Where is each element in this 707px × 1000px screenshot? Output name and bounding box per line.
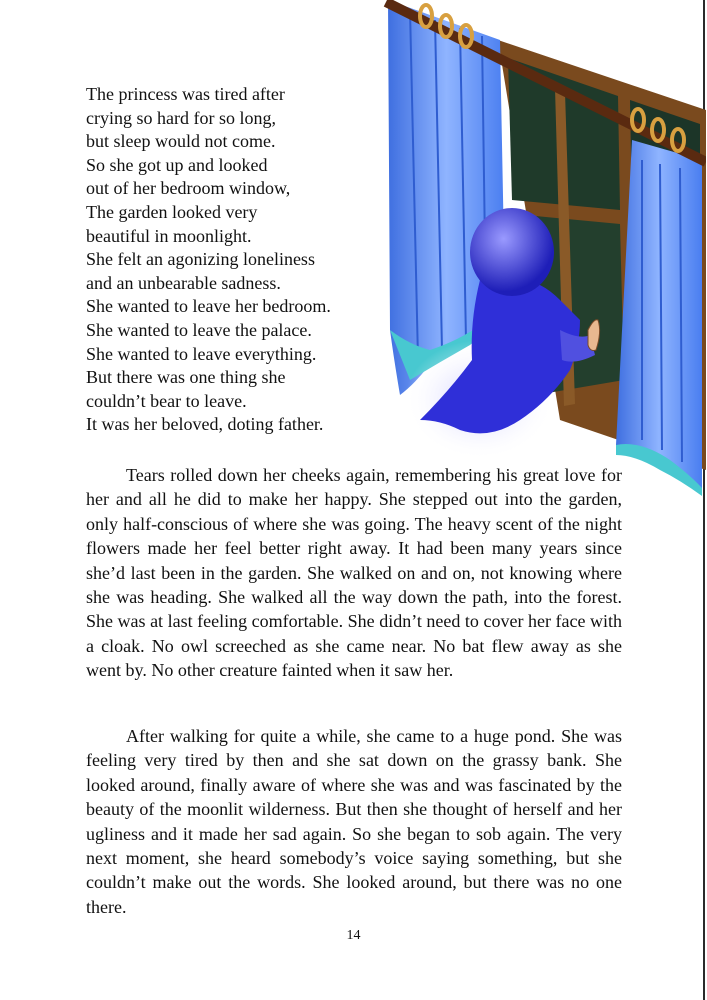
poem-line: She wanted to leave the palace. [86,319,312,340]
poem-line: but sleep would not come. [86,131,276,152]
poem-line: So she got up and looked [86,154,268,175]
poem-line: crying so hard for so long, [86,107,276,128]
poem-line: beautiful in moonlight. [86,225,252,246]
poem-line: and an unbearable sadness. [86,272,281,293]
story-paragraph: Tears rolled down her cheeks again, remembering his great love for her and all he did to make her happy. She stepped out into the garden, only half-conscious of where she was going. The heavy scent of the night flowers made her feel better right away. It had been many years since she’d last been in the garden. She walked on and on, not knowing where she was heading. She walked all the way down the path, into the forest. She was at last feeling comfortable. She didn’t need to cover her face with a cloak. No owl screeched as she came near. No bat flew away as she went by. No other creature fainted when it saw her. [86,465,622,681]
poem-line: But there was one thing she [86,367,286,388]
window-illustration [380,0,706,500]
poem-line: couldn’t bear to leave. [86,390,247,411]
poem-line: It was her beloved, doting father. [86,414,324,435]
princess-at-window-picture [380,0,706,500]
poem-line: She wanted to leave everything. [86,343,317,364]
story-paragraph: After walking for quite a while, she came to a huge pond. She was feeling very tired by then and she sat down on the grassy bank. She looked around, finally aware of where she was and was fascinated by the beauty of the moonlit wilderness. But then she thought of herself and her ugliness and it made her sad again. So she began to sob again. The very next moment, she heard somebody’s voice saying something, but she couldn’t make out the words. She looked around, but there was no one there. [86,726,622,917]
page-number: 14 [346,928,361,943]
poem-line: She felt an agonizing loneliness [86,249,315,270]
poem [86,83,386,437]
poem-line: She wanted to leave her bedroom. [86,296,331,317]
poem-line: out of her bedroom window, [86,178,291,199]
poem-line: The garden looked very [86,201,258,222]
poem-line: The princess was tired after [86,84,285,104]
